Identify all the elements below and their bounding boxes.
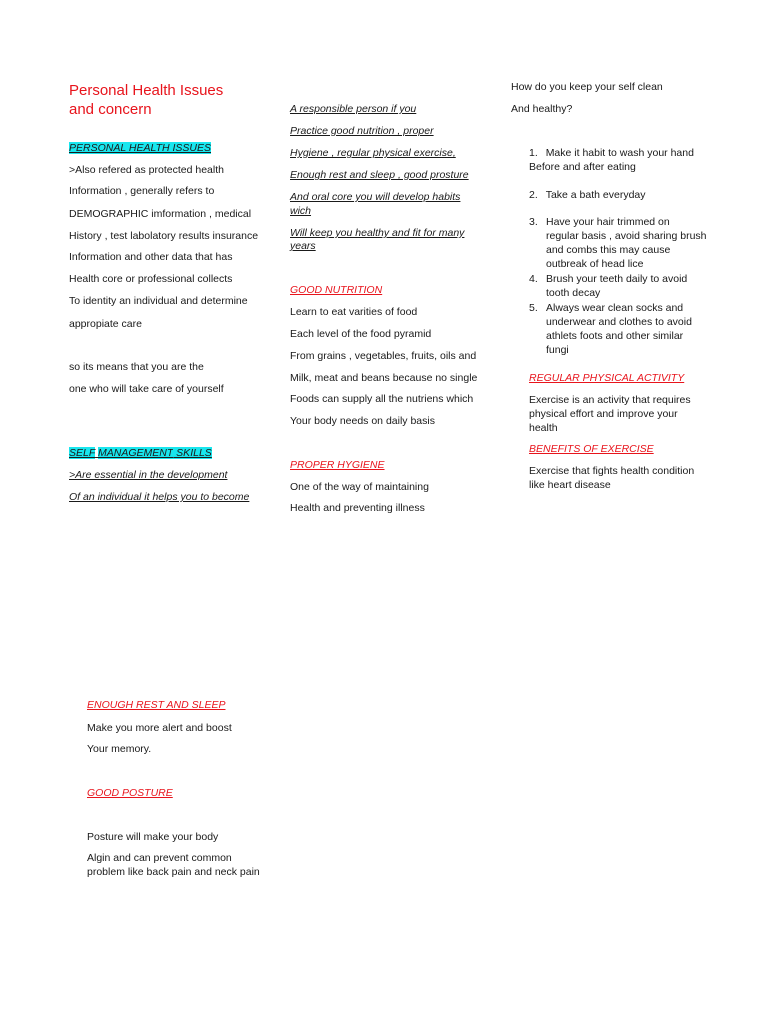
nutrition-line: Each level of the food pyramid bbox=[290, 328, 432, 340]
list-text: regular basis , avoid sharing brush bbox=[546, 230, 707, 242]
issues-line: DEMOGRAPHIC imformation , medical bbox=[69, 208, 252, 220]
heading-personal-health-issues bbox=[69, 142, 211, 155]
means-line: one who will take care of yourself bbox=[69, 383, 224, 395]
list-text: athlets foots and other similar bbox=[546, 330, 684, 342]
intro-line: years bbox=[290, 240, 316, 252]
list-item-4: 4. bbox=[529, 273, 538, 285]
list-text: underwear and clothes to avoid bbox=[546, 316, 692, 328]
nutrition-line: Your body needs on daily basis bbox=[290, 415, 435, 427]
activity-line: Exercise is an activity that requires bbox=[529, 394, 691, 406]
heading-enough-rest-and-sleep: ENOUGH REST AND SLEEP bbox=[87, 699, 226, 711]
list-text: Have your hair trimmed on bbox=[546, 216, 670, 228]
hygiene-line: One of the way of maintaining bbox=[290, 481, 429, 493]
issues-line: Information , generally refers to bbox=[69, 185, 215, 197]
list-text: Brush your teeth daily to avoid bbox=[546, 273, 688, 285]
heading-regular-physical-activity: REGULAR PHYSICAL ACTIVITY bbox=[529, 372, 685, 384]
issues-line: Health core or professional collects bbox=[69, 273, 233, 285]
list-item-3: 3. bbox=[529, 216, 538, 228]
self-line: >Are essential in the development bbox=[69, 469, 228, 481]
posture-line: Posture will make your body bbox=[87, 831, 219, 843]
heading-good-nutrition: GOOD NUTRITION bbox=[290, 284, 383, 296]
intro-line: wich bbox=[290, 205, 312, 217]
list-item-1-cont: Before and after eating bbox=[529, 161, 636, 173]
intro-line: Hygiene , regular physical exercise, bbox=[290, 147, 456, 159]
intro-line: A responsible person if you bbox=[290, 103, 417, 115]
heading-self-part: SELF bbox=[69, 447, 96, 459]
self-line: Of an individual it helps you to become bbox=[69, 491, 250, 503]
benefits-line: like heart disease bbox=[529, 479, 611, 491]
question-line: And healthy? bbox=[511, 103, 573, 115]
nutrition-line: From grains , vegetables, fruits, oils and bbox=[290, 350, 477, 362]
heading-skills-part: SKILLS bbox=[173, 447, 212, 459]
page-title-line1: Personal Health Issues bbox=[69, 82, 224, 99]
intro-line: And oral core you will develop habits bbox=[290, 191, 461, 203]
activity-line: health bbox=[529, 422, 558, 434]
issues-line: To identity an individual and determine bbox=[69, 295, 248, 307]
list-text: Always wear clean socks and bbox=[546, 302, 684, 314]
question-line: How do you keep your self clean bbox=[511, 81, 663, 93]
list-number: 1. bbox=[529, 147, 538, 159]
heading-management-part: MANAGEMENT bbox=[98, 447, 174, 459]
activity-line: physical effort and improve your bbox=[529, 408, 678, 420]
list-text: tooth decay bbox=[546, 287, 601, 299]
heading-benefits-of-exercise: BENEFITS OF EXERCISE bbox=[529, 443, 654, 455]
heading-self-management-skills bbox=[69, 447, 212, 460]
intro-line: Will keep you healthy and fit for many bbox=[290, 227, 465, 239]
nutrition-line: Milk, meat and beans because no single bbox=[290, 372, 478, 384]
heading-good-posture: GOOD POSTURE bbox=[87, 787, 173, 799]
means-line: so its means that you are the bbox=[69, 361, 204, 373]
list-text: outbreak of head lice bbox=[546, 258, 644, 270]
hygiene-line: Health and preventing illness bbox=[290, 502, 425, 514]
list-item-2 bbox=[529, 189, 646, 202]
intro-line: Enough rest and sleep , good prosture bbox=[290, 169, 469, 181]
posture-line: problem like back pain and neck pain bbox=[87, 866, 260, 878]
list-item-1 bbox=[529, 147, 694, 160]
nutrition-line: Learn to eat varities of food bbox=[290, 306, 418, 318]
issues-line: >Also refered as protected health bbox=[69, 164, 224, 176]
list-text: Take a bath everyday bbox=[545, 189, 646, 201]
heading-personal-health-issues-text: PERSONAL HEALTH ISSUES bbox=[69, 142, 211, 154]
posture-line: Algin and can prevent common bbox=[87, 852, 232, 864]
list-number: 2. bbox=[529, 189, 538, 201]
issues-line: Information and other data that has bbox=[69, 251, 233, 263]
intro-line: Practice good nutrition , proper bbox=[290, 125, 434, 137]
page-title-line2: and concern bbox=[69, 101, 152, 118]
nutrition-line: Foods can supply all the nutriens which bbox=[290, 393, 474, 405]
rest-line: Your memory. bbox=[87, 743, 152, 755]
list-item-5: 5. bbox=[529, 302, 538, 314]
list-text: fungi bbox=[546, 344, 569, 356]
rest-line: Make you more alert and boost bbox=[87, 722, 232, 734]
benefits-line: Exercise that fights health condition bbox=[529, 465, 695, 477]
issues-line: History , test labolatory results insurance bbox=[69, 230, 259, 242]
list-text: Make it habit to wash your hand bbox=[545, 147, 694, 159]
list-text: and combs this may cause bbox=[546, 244, 671, 256]
heading-proper-hygiene: PROPER HYGIENE bbox=[290, 459, 385, 471]
issues-line: appropiate care bbox=[69, 318, 142, 330]
